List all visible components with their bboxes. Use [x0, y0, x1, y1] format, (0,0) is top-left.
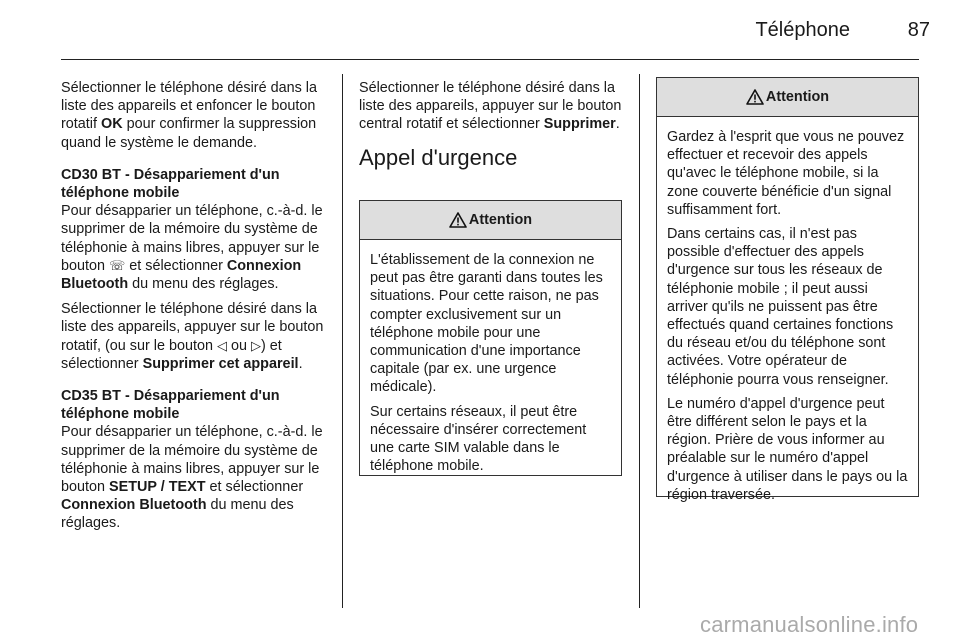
emergency-call-heading: Appel d'urgence: [359, 144, 518, 170]
right-arrow-icon: ▷: [251, 337, 262, 353]
attention-title: Attention: [765, 89, 830, 105]
paragraph-confirm-delete: Sélectionner le téléphone désiré dans la liste des appareils et enfoncer le bouton rotatif OK pour confirmer la suppression quand le système le demande.: [61, 80, 318, 151]
column-2: [359, 79, 625, 180]
attention-box-2: [656, 77, 919, 503]
watermark: carmanualsonline.info: [700, 612, 919, 637]
cd30-heading: CD30 BT - Désappariement d'un téléphone mobile: [61, 166, 280, 202]
attention-text: L'établissement de la connexion ne peut pas être garanti dans toutes les situations. Pour cette raison, ne pas compter exclusivement sur un téléphone mobile pour une communication d'une importance capitale (par ex. une urgence médicale).: [370, 252, 603, 396]
cd35-heading: CD35 BT - Désappariement d'un téléphone mobile: [61, 388, 280, 423]
left-arrow-icon: ◁: [217, 337, 227, 353]
attention-box-header: [657, 78, 918, 117]
attention-box-1: [359, 200, 622, 476]
warning-icon: [746, 89, 764, 105]
attention-box-header: [360, 201, 621, 240]
column-1: [61, 79, 327, 540]
attention-title: Attention: [468, 212, 533, 228]
attention-text: Gardez à l'esprit que vous ne pouvez effectuer et recevoir des appels qu'avec le téléphone mobile, si la zone couverte bénéficie d'un signal suffisamment fort.: [667, 129, 905, 218]
header-divider: [61, 59, 919, 60]
page-title: Téléphone: [755, 19, 850, 41]
section-cd30: CD30 BT - Désappariement d'un téléphone mobile Pour désapparier un téléphone, c.-à-d. le supprimer de la mémoire du système de téléphonie à mains libres, appuyer sur le bouton ☏ et sélectionner Connexion Bluetooth du menu des réglages.: [61, 166, 327, 293]
column-divider-2: [639, 74, 640, 608]
warning-icon: [449, 212, 467, 228]
attention-text: Sur certains réseaux, il peut être nécessaire d'insérer correctement une carte SIM valable dans le téléphone mobile.: [370, 403, 587, 475]
paragraph-select-device: Sélectionner le téléphone désiré dans la liste des appareils, appuyer sur le bouton rotatif, (ou sur le bouton ◁ ou ▷) et sélectionner Supprimer cet appareil.: [61, 301, 324, 372]
section-cd35: CD35 BT - Désappariement d'un téléphone mobile Pour désapparier un téléphone, c.-à-d. le supprimer de la mémoire du système de téléphonie à mains libres, appuyer sur le bouton SETUP / TEXT et sélectionner Connexion Bluetooth du menu des réglages.: [61, 387, 327, 533]
phone-icon: ☏: [109, 257, 126, 273]
column-divider-1: [342, 74, 343, 608]
attention-text: Dans certains cas, il n'est pas possible d'effectuer des appels d'urgence sur tous les réseaux de téléphonie mobile ; il peut aussi arriver qu'ils ne puissent pas être effectués quand certaines fonctions du réseau et/ou du téléphone sont activées. Votre opérateur de téléphonie pourra vous renseigner.: [667, 226, 894, 388]
paragraph-delete-central: Sélectionner le téléphone désiré dans la liste des appareils, appuyer sur le bouton central rotatif et sélectionner Supprimer.: [359, 80, 622, 133]
attention-text: Le numéro d'appel d'urgence peut être différent selon le pays et la région. Prière de vous informer au préalable sur le numéro d'appel d'urgence à utiliser dans le pays ou la région traversée.: [667, 395, 908, 503]
attention-box-body: [657, 117, 918, 518]
attention-box-body: [360, 240, 621, 489]
page-number: 87: [907, 19, 930, 41]
